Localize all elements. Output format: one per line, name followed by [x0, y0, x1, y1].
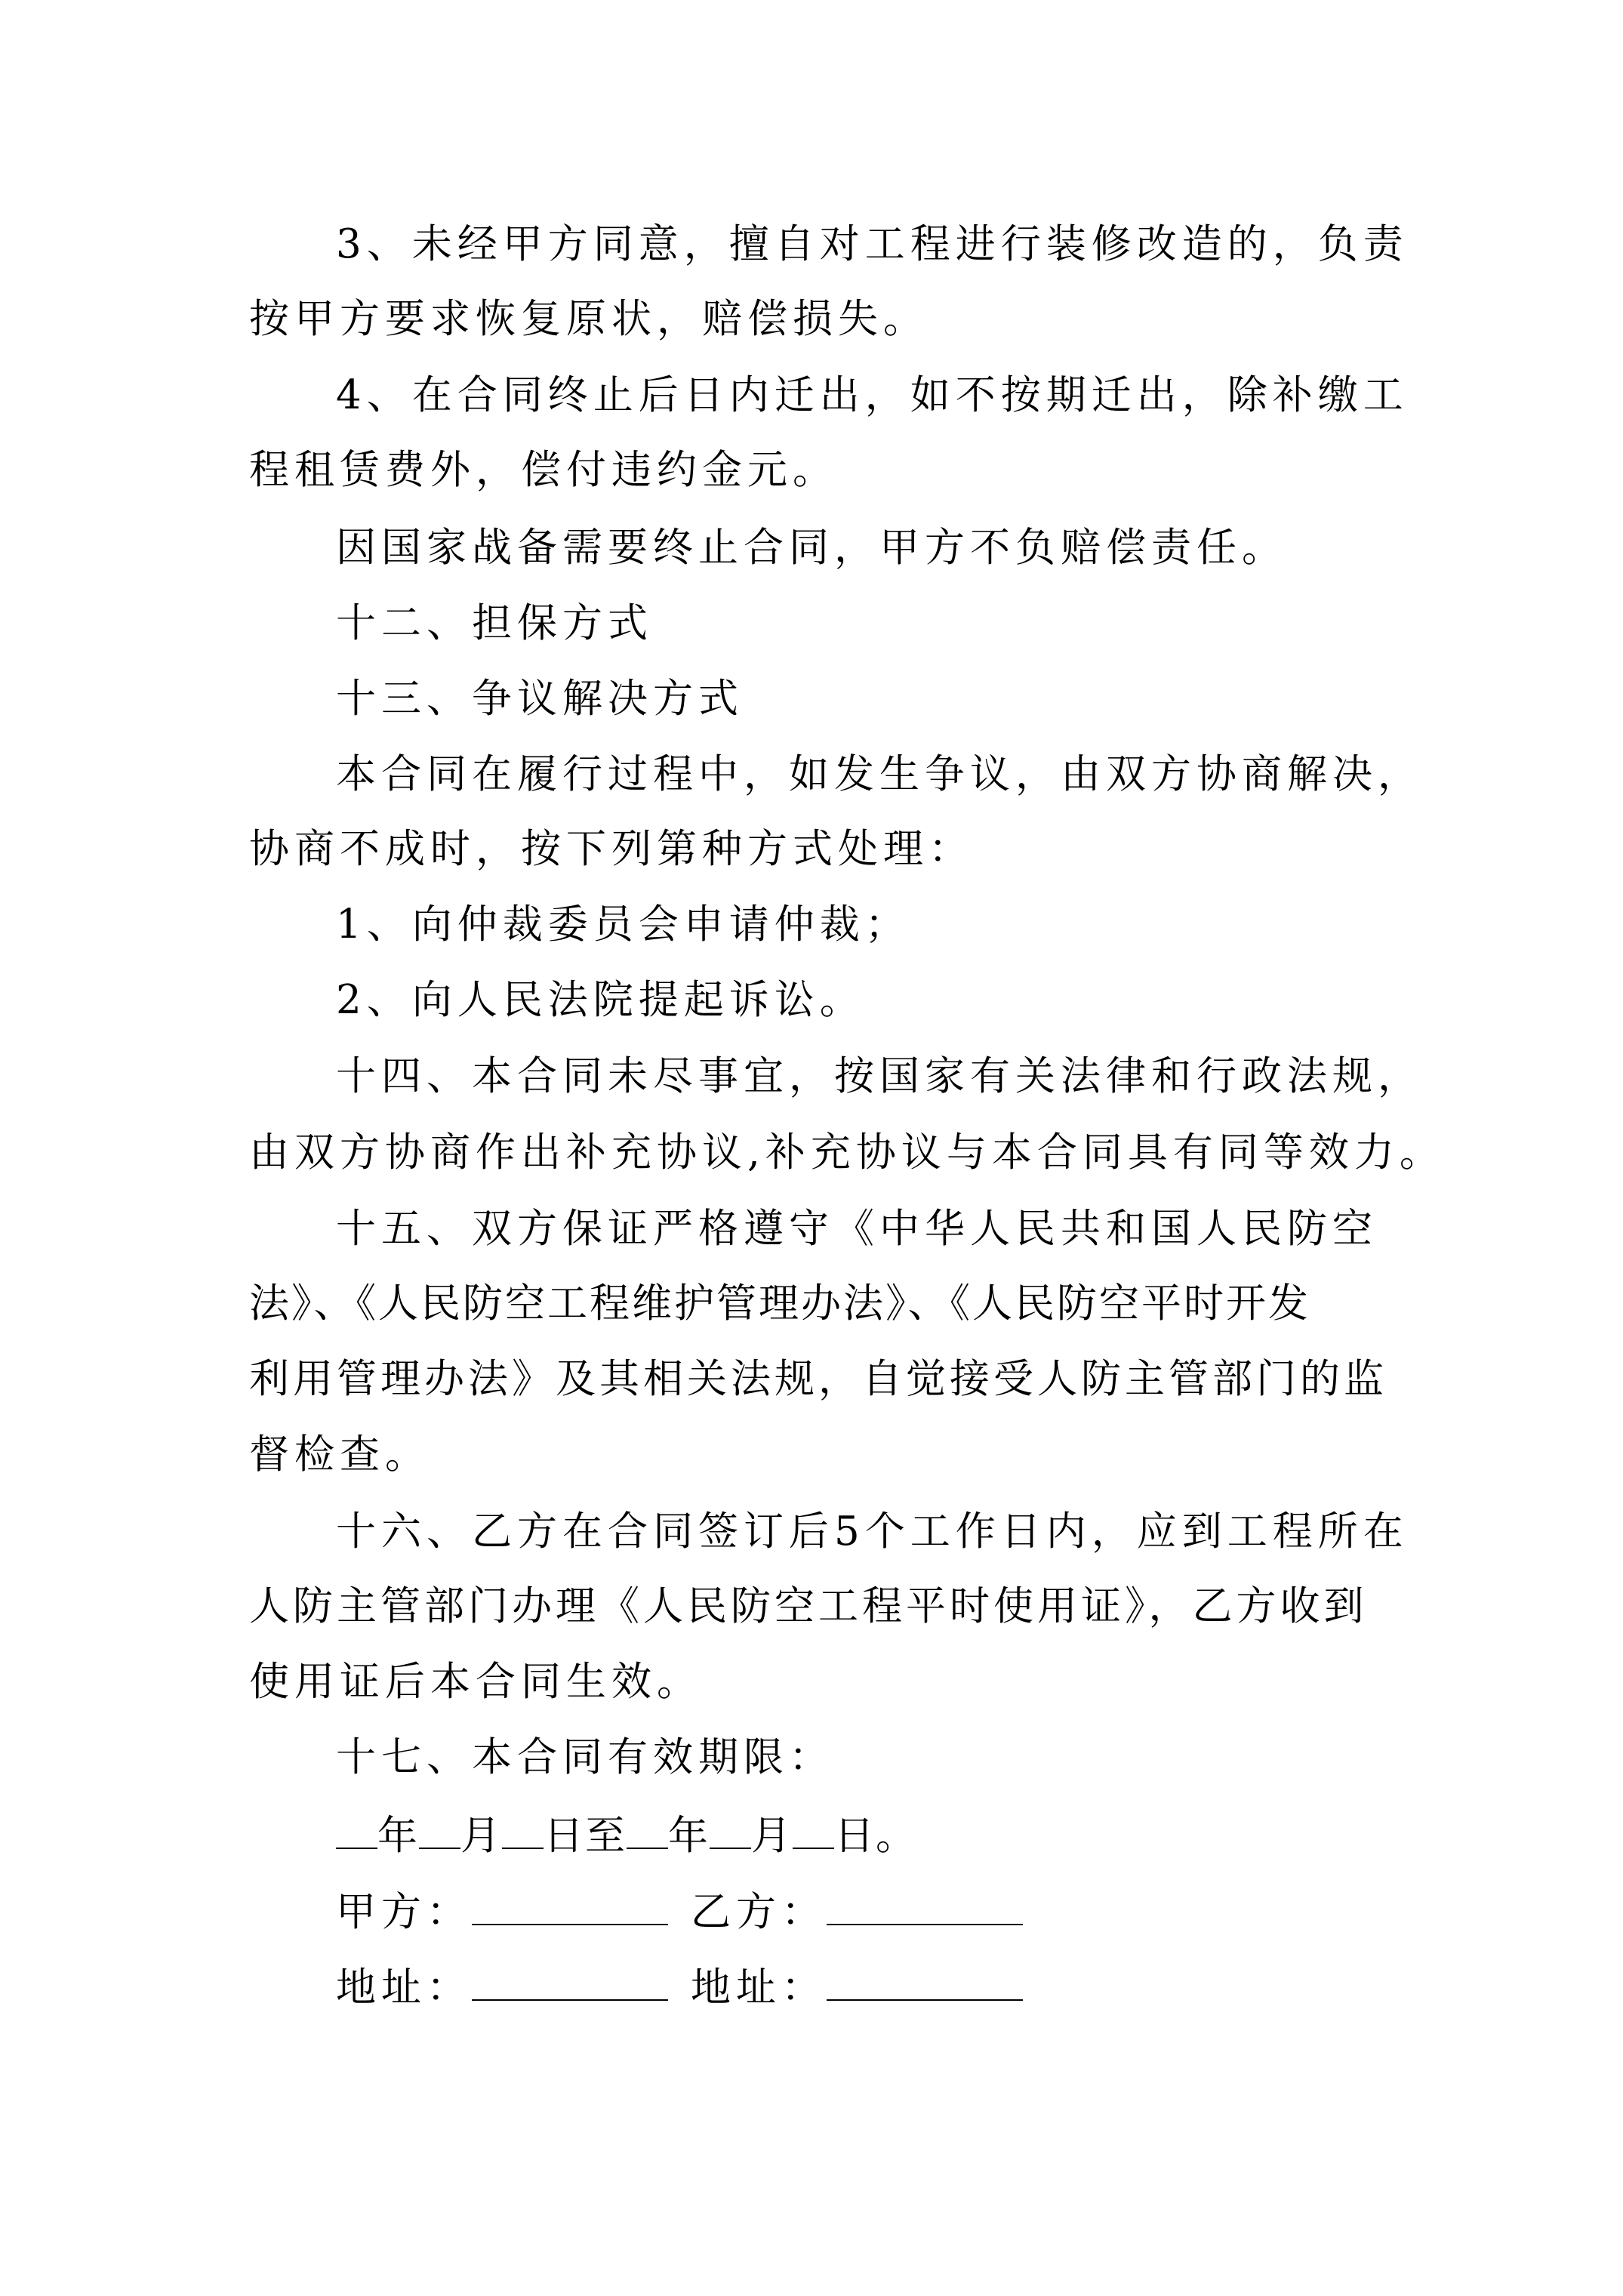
- section-heading: 十七、本合同有效期限：: [336, 1734, 834, 1780]
- paragraph-line: 使用证后本合同生效。: [249, 1659, 702, 1705]
- address-a-label: 地址：: [336, 1965, 472, 2011]
- period-text: 日。: [834, 1813, 917, 1859]
- paragraph-line: 利用管理办法》及其相关法规，自觉接受人防主管部门的监: [249, 1356, 1387, 1402]
- blank-day-end[interactable]: [793, 1811, 834, 1849]
- list-item: 1、向仲裁委员会申请仲裁；: [336, 901, 910, 948]
- blank-year-end[interactable]: [627, 1811, 668, 1849]
- paragraph-line: 3、未经甲方同意，擅自对工程进行装修改造的，负责: [336, 221, 1409, 267]
- paragraph-line: 十五、双方保证严格遵守《中华人民共和国人民防空: [336, 1206, 1378, 1252]
- address-a-blank[interactable]: [472, 1963, 668, 2001]
- paragraph-line: 因国家战备需要终止合同，甲方不负赔偿责任。: [336, 525, 1287, 571]
- paragraph-line: 由双方协商作出补充协议,补充协议与本合同具有同等效力。: [249, 1130, 1445, 1176]
- paragraph-line: 4、在合同终止后日内迁出，如不按期迁出，除补缴工: [336, 372, 1409, 418]
- address-b-blank[interactable]: [827, 1963, 1023, 2001]
- paragraph-line: 十四、本合同未尽事宜，按国家有关法律和行政法规，: [336, 1053, 1423, 1099]
- section-heading: 十三、争议解决方式: [336, 676, 744, 722]
- period-text: 日至: [544, 1813, 627, 1859]
- party-b-label: 乙方：: [691, 1889, 827, 1935]
- period-text: 月: [460, 1813, 502, 1859]
- blank-month-start[interactable]: [419, 1811, 460, 1849]
- period-text: 年: [668, 1813, 710, 1859]
- paragraph-line: 程租赁费外，偿付违约金元。: [249, 447, 838, 493]
- section-heading: 十二、担保方式: [336, 600, 653, 646]
- blank-year-start[interactable]: [336, 1811, 377, 1849]
- validity-period-line: [336, 1811, 917, 1859]
- list-item: 2、向人民法院提起诉讼。: [336, 977, 865, 1023]
- party-a-label: 甲方：: [336, 1889, 472, 1935]
- party-a-blank[interactable]: [472, 1888, 668, 1925]
- paragraph-line: 协商不成时，按下列第种方式处理：: [249, 826, 974, 872]
- paragraph-line: 按甲方要求恢复原状，赔偿损失。: [249, 296, 929, 342]
- address-signature-line: [336, 1963, 1023, 2011]
- address-b-label: 地址：: [691, 1965, 827, 2011]
- paragraph-line: 十六、乙方在合同签订后5个工作日内，应到工程所在: [336, 1509, 1409, 1555]
- period-text: 月: [751, 1813, 793, 1859]
- party-signature-line: [336, 1888, 1023, 1935]
- paragraph-line: 督检查。: [249, 1432, 430, 1478]
- blank-day-start[interactable]: [502, 1811, 544, 1849]
- paragraph-line: 本合同在履行过程中，如发生争议，由双方协商解决，: [336, 751, 1423, 797]
- paragraph-line: 人防主管部门办理《人民防空工程平时使用证》，乙方收到: [249, 1583, 1368, 1629]
- paragraph-line: 法》、《人民防空工程维护管理办法》、《人民防空平时开发: [249, 1281, 1310, 1327]
- period-text: 年: [377, 1813, 419, 1859]
- blank-month-end[interactable]: [710, 1811, 751, 1849]
- party-b-blank[interactable]: [827, 1888, 1023, 1925]
